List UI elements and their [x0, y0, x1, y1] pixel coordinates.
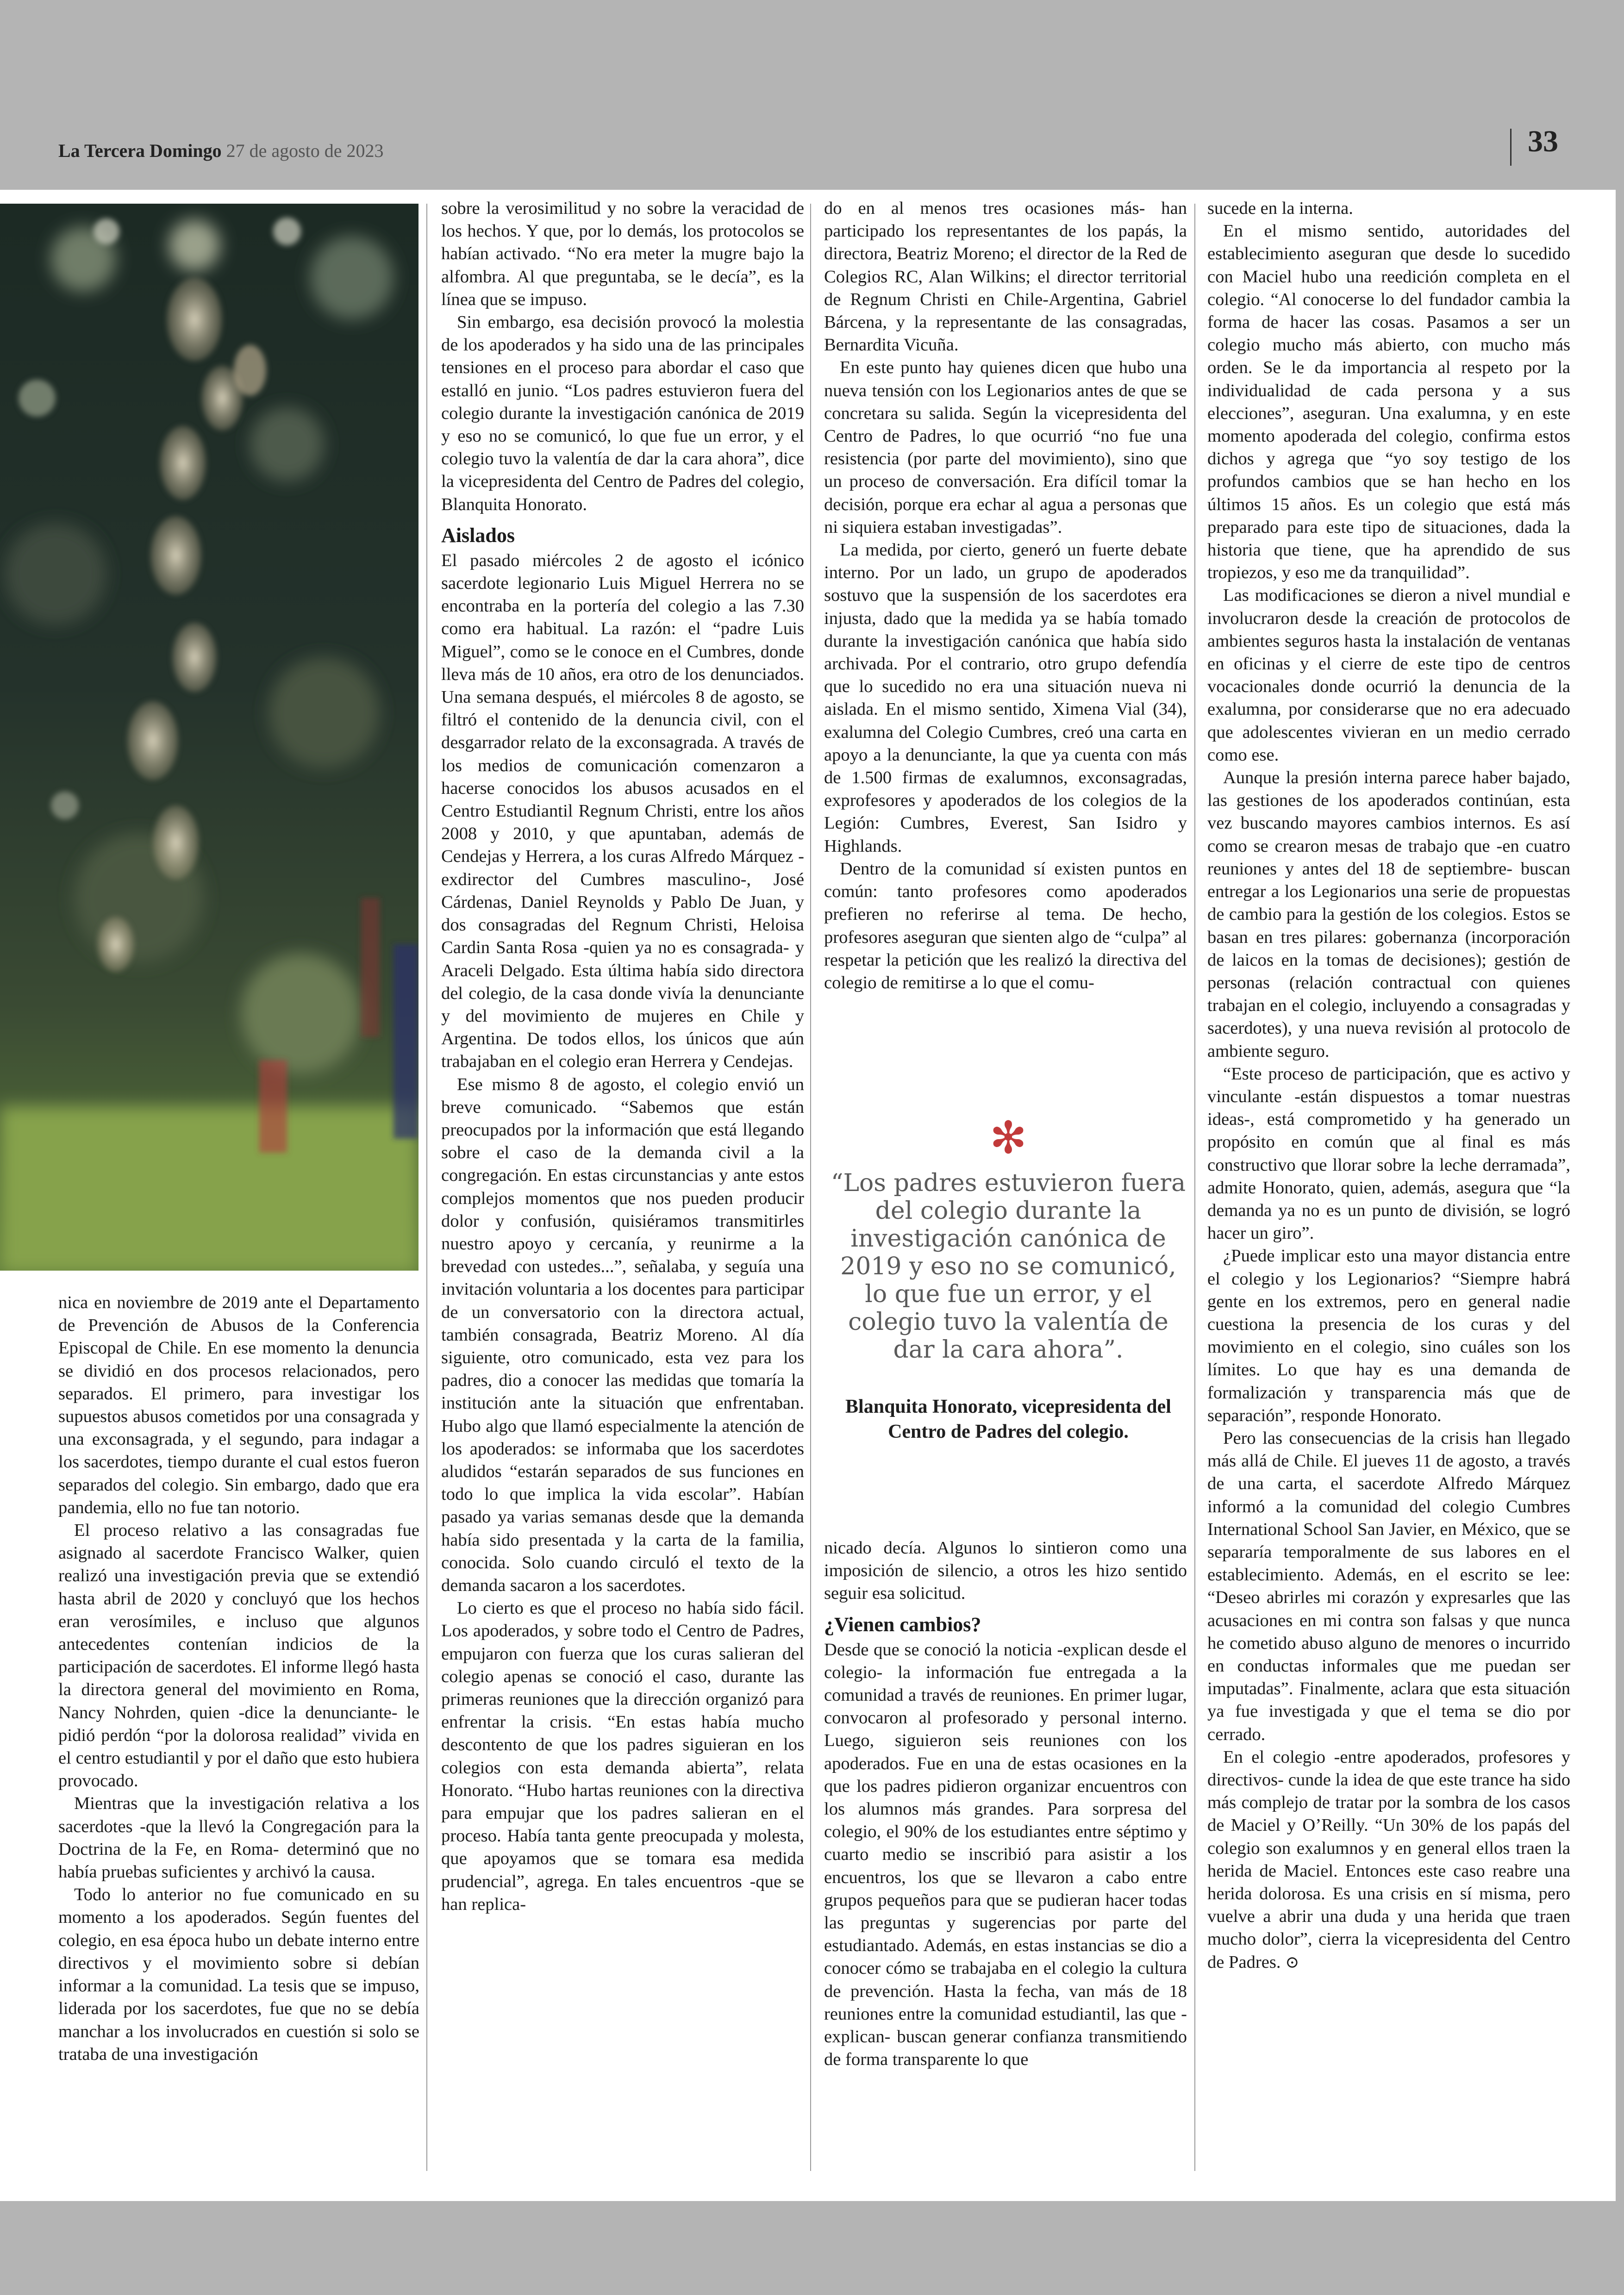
paragraph: El proceso relativo a las consagradas fue asignado al sacerdote Francisco Walker, quien realizó una investigación previa que se extendió hasta abril de 2020 y concluyó que los hechos eran verosímiles, e incluso que algunos antecedentes contenían indicios de la participación de sacerdotes. El informe llegó hasta la directora general del movimiento en Roma, Nancy Nohrden, quien -dice la denunciante- le pidió perdón “por la dolorosa realidad” vivida en el centro estudiantil y por el daño que esto hubiera provocado. — [58, 1521, 419, 1791]
paragraph: sucede en la interna. — [1207, 199, 1353, 218]
article-column-1 — [58, 1291, 419, 2066]
article-column-2 — [441, 197, 804, 1916]
paragraph: Todo lo anterior no fue comunicado en su momento a los apoderados. Según fuentes del colegio, en esa época hubo un debate interno entre directivos y el movimiento sobre si debían informar a la comunidad. La tesis que se impuso, liderada por los sacerdotes, fue que no se debía manchar a los involucrados en cuestión si solo se trataba de una investigación — [58, 1885, 419, 2064]
paragraph: Pero las consecuencias de la crisis han llegado más allá de Chile. El jueves 11 de agosto, a través de una carta, el sacerdote Alfredo Márquez informó a la comunidad del colegio Cumbres International School San Javier, en México, que se separaría temporalmente de sus labores en el establecimiento. Además, en el escrito se lee: “Deseo abrirles mi corazón y expresarles que las acusaciones en mi contra son falsas y que nunca he cometido abuso alguno de menores o incurrido en conductas informales que me puedan ser imputadas”. Finalmente, aclara que esta situación ya fue investigada y que el tema se dio por cerrado. — [1207, 1428, 1570, 1744]
end-mark-icon: ⊙ — [1285, 1952, 1299, 1971]
paragraph: “Este proceso de participación, que es activo y vinculante -están dispuestos a tomar nuestras ideas-, está comprometido y ha generado un propósito en común que al final es más constructivo que llorar sobre la leche derramada”, admite Honorato, quien, además, asegura que “la demanda ya no es un punto de división, se logró hacer un giro”. — [1207, 1064, 1570, 1243]
paragraph: Lo cierto es que el proceso no había sido fácil. Los apoderados, y sobre todo el Centro de Padres, empujaron con fuerza que los curas salieran del colegio apenas se conoció el caso, durante las primeras reuniones que la dirección organizó para enfrentar la crisis. “En estas había mucho descontento de que los padres siguieran en los colegios con esta demanda abierta”, relata Honorato. “Hubo hartas reuniones con la directiva para empujar que los padres salieran en el proceso. Había tanta gente preocupada y molesta, que apoyamos que se tomara esa medida prudencial”, agrega. En tales encuentros -que se han replica- — [441, 1598, 804, 1914]
pull-quote-text: “Los padres estuvieron fuera del colegio durante la investigación canónica de 2019 y eso no se comunicó, lo que fue un error, y el colegio tuvo la valentía de dar la cara ahora”. — [831, 1169, 1186, 1364]
column-divider — [426, 204, 427, 2171]
section-heading-vienen-cambios: ¿Vienen cambios? — [824, 1613, 981, 1636]
paragraph: Ese mismo 8 de agosto, el colegio envió un breve comunicado. “Sabemos que están preocupados por la información que está llegando sobre el caso de la demanda civil a la congregación. En estas circunstancias y ante estos complejos momentos que nos pueden producir dolor y confusión, quisiéramos transmitirles nuestro apoyo y cercanía, y reunirme a la brevedad con ustedes...”, señalaba, y seguía una invitación voluntaria a los docentes para participar de un conversatorio con la directora actual, también consagrada, Beatriz Moreno. Al día siguiente, otro comunicado, esta vez para los padres, dio a conocer las medidas que tomaría la institución ante la situación que enfrentaban. Hubo algo que llamó especialmente la atención de los apoderados: se informaba que los sacerdotes aludidos “estarán separados de sus funciones en todo lo que implica la vida escolar”. Habían pasado ya varias semanas desde que la demanda había sido presentada y la carta de la familia, conocida. Solo cuando circuló el texto de la demanda sacaron a los sacerdotes. — [441, 1074, 804, 1595]
photo-image — [0, 204, 418, 1271]
paragraph — [1207, 1746, 1570, 1974]
asterisk-icon: ✻ — [989, 1112, 1027, 1164]
publication-date: 27 de agosto de 2023 — [226, 140, 384, 161]
publication-name: La Tercera Domingo — [58, 140, 222, 161]
column-divider — [810, 204, 811, 2171]
paragraph: Dentro de la comunidad sí existen puntos en común: tanto profesores como apoderados prefieren no referirse al tema. De hecho, profesores aseguran que sienten algo de “culpa” al respetar la petición que les realizó la directiva del colegio de remitirse a lo que el comu- — [824, 859, 1187, 992]
page-number: 33 — [1528, 125, 1558, 158]
paragraph: Desde que se conoció la noticia -explican desde el colegio- la información fue entregada a la comunidad a través de reuniones. En primer lugar, convocaron al profesorado y personal interno. Luego, siguieron seis reuniones con los apoderados. Fue en una de estas ocasiones en la que los padres pidieron organizar encuentros con los alumnos más grandes. Para sorpresa del colegio, el 90% de los estudiantes entre séptimo y cuarto medio se inscribió para asistir a los encuentros, los que se llevaron a cabo entre grupos pequeños para que se pudieran hacer todas las preguntas y sugerencias por parte del estudiantado. Además, en estas instancias se dio a conocer cómo se trabajaba en el colegio la cultura de prevención. Hasta la fecha, van más de 18 reuniones entre la comunidad estudiantil, las que -explican- buscan generar confianza transmitiendo de forma transparente lo que — [824, 1640, 1187, 2070]
paragraph: La medida, por cierto, generó un fuerte debate interno. Por un lado, un grupo de apoderados sostuvo que la suspensión de los sacerdotes era injusta, dado que la medida ya se había tomado durante la investigación canónica que había sido archivada. Por el contrario, otro grupo defendía que lo sucedido no era una situación nueva ni aislada. En el mismo sentido, Ximena Vial (34), exalumna del Colegio Cumbres, creó una carta en apoyo a la denunciante, la que ya cuenta con más de 1.500 firmas de exalumnos, exconsagradas, exprofesores y apoderados de los colegios de la Legión: Cumbres, Everest, San Isidro y Highlands. — [824, 540, 1187, 856]
paragraph: do en al menos tres ocasiones más- han participado los representantes de los papás, la directora, Beatriz Moreno; el director de la Red de Colegios RC, Alan Wilkins; el director territorial de Regnum Christi en Chile-Argentina, Gabriel Bárcena, y la representante de las consagradas, Bernardita Vicuña. — [824, 199, 1187, 355]
page-number-divider — [1510, 129, 1512, 166]
masthead — [58, 140, 384, 162]
paragraph: El pasado miércoles 2 de agosto el icónico sacerdote legionario Luis Miguel Herrera no se encontraba en la portería del colegio a las 7.30 como era habitual. La razón: el “padre Luis Miguel”, como se le conoce en el Cumbres, donde lleva más de 10 años, era otro de los denunciados. Una semana después, el miércoles 8 de agosto, se filtró el contenido de la denuncia civil, con el desgarrador relato de la exconsagrada. A través de los medios de comunicación comenzaron a hacerse conocidos los abusos acusados en el Centro Estudiantil Regnum Christi, entre los años 2008 y 2010, y que apuntaban, además de Cendejas y Herrera, a los curas Alfredo Márquez -exdirector del Cumbres masculino-, José Cárdenas, Daniel Reynolds y Pablo De Juan, y dos consagradas del Regnum Christi, Heloisa Cardin Santa Rosa -quien ya no es consagrada- y Araceli Delgado. Esta última había sido directora del colegio, de la casa donde vivía la denunciante y del movimiento de mujeres en Chile y Argentina. De todos ellos, los únicos que aún trabajaban en el colegio eran Herrera y Cendejas. — [441, 550, 804, 1072]
paragraph: En este punto hay quienes dicen que hubo una nueva tensión con los Legionarios antes de que se concretara su salida. Según la vicepresidenta del Centro de Padres, lo que ocurrió “no fue una resistencia (por parte del movimiento), sino que un proceso de conversación. Era difícil tomar la decisión, porque era echar al agua a personas que ni siquiera estaban investigadas”. — [824, 358, 1187, 537]
paragraph: Aunque la presión interna parece haber bajado, las gestiones de los apoderados continúan, esta vez buscando mayores cambios internos. Es así como se crearon mesas de trabajo que -en cuatro reuniones y antes del 18 de septiembre- buscan entregar a los Legionarios una serie de propuestas de cambio para la gestión de los colegios. Estos se basan en tres pilares: gobernanza (incorporación de laicos en la tomas de decisiones); gestión de personas (relación contractual con quienes trabajan en el colegio, incluyendo a consagradas y sacerdotes), y una nueva revisión al protocolo de ambiente seguro. — [1207, 768, 1570, 1061]
paragraph: sobre la verosimilitud y no sobre la veracidad de los hechos. Y que, por lo demás, los protocolos se habían activado. “No era meter la mugre bajo la alfombra. Al que preguntaba, se le decía”, es la línea que se impuso. — [441, 199, 804, 309]
article-column-4 — [1207, 197, 1570, 1974]
pull-quote-author: Blanquita Honorato, vicepresidenta del Centro de Padres del colegio. — [845, 1396, 1171, 1442]
paragraph-text: En el colegio -entre apoderados, profesores y directivos- cunde la idea de que este trance ha sido más complejo de tratar por la sombra de los casos de Maciel y O’Reilly. “Un 30% de los papás del colegio son exalumnos y en general ellos traen la herida de Maciel. Entonces este caso reabre una herida dolorosa. Es una crisis en sí misma, pero vuelve a abrir una duda y una herida que traen mucho dolor”, cierra la vicepresidenta del Centro de Padres. — [1207, 1747, 1570, 1972]
pull-quote — [828, 1112, 1189, 1444]
paragraph: Mientras que la investigación relativa a los sacerdotes -que la llevó la Congregación para la Doctrina de la Fe, en Roma- determinó que no había pruebas suficientes y archivó la causa. — [58, 1794, 419, 1882]
paragraph: nica en noviembre de 2019 ante el Departamento de Prevención de Abusos de la Conferencia Episcopal de Chile. En ese momento la denuncia se dividió en dos procesos relacionados, pero separados. El primero, para investigar los supuestos abusos cometidos por una consagrada y una exconsagrada, y el segundo, para indagar a los sacerdotes, tiempo durante el cual estos fueron separados del colegio. Sin embargo, dado que era pandemia, ello no fue tan notorio. — [58, 1293, 419, 1517]
paragraph: Las modificaciones se dieron a nivel mundial e involucraron desde la creación de protocolos de ambientes seguros hasta la instalación de ventanas en oficinas y el cierre de este tipo de centros vocacionales donde ocurrió la denuncia de la exalumna, por considerarse que no era adecuado que adolescentes vivieran en un medio cerrado como ese. — [1207, 586, 1570, 765]
photo-image-icon — [0, 204, 418, 1271]
section-heading-aislados: Aislados — [441, 524, 515, 547]
article-column-3-continued — [824, 1537, 1187, 2071]
article-column-3 — [824, 197, 1187, 994]
paragraph: nicado decía. Algunos lo sintieron como una imposición de silencio, a otros les hizo sentido seguir esa solicitud. — [824, 1538, 1187, 1603]
paragraph: ¿Puede implicar esto una mayor distancia entre el colegio y los Legionarios? “Siempre habrá gente en los extremos, pero en general nadie cuestiona la presencia de los curas y del movimiento en el colegio, sino cuáles son los límites. Lo que hay es una demanda de formalización y transparencia más que de separación”, responde Honorato. — [1207, 1246, 1570, 1425]
paragraph: Sin embargo, esa decisión provocó la molestia de los apoderados y ha sido una de las principales tensiones en el proceso para abordar el caso que estalló en junio. “Los padres estuvieron fuera del colegio durante la investigación canónica de 2019 y eso no se comunicó, lo que fue un error, y el colegio tuvo la valentía de dar la cara ahora”, dice la vicepresidenta del Centro de Padres del colegio, Blanquita Honorato. — [441, 312, 804, 514]
column-divider — [1194, 204, 1195, 2171]
paragraph: En el mismo sentido, autoridades del establecimiento aseguran que desde lo sucedido con Maciel hubo una reedición completa en el colegio. “Al conocerse lo del fundador cambia la forma de hacer las cosas. Pasamos a ser un colegio mucho más abierto, con mucho más orden. Se le da importancia al respeto por la individualidad de cada persona y a sus elecciones”, aseguran. Una exalumna, y en este momento apoderada del colegio, confirma estos dichos y agrega que “yo soy testigo de los profundos cambios que se han hecho en los últimos 15 años. Es un colegio que está más preparado para este tipo de situaciones, dada la historia que tiene, que ha aprendido de sus tropiezos, y eso me da tranquilidad”. — [1207, 221, 1570, 583]
